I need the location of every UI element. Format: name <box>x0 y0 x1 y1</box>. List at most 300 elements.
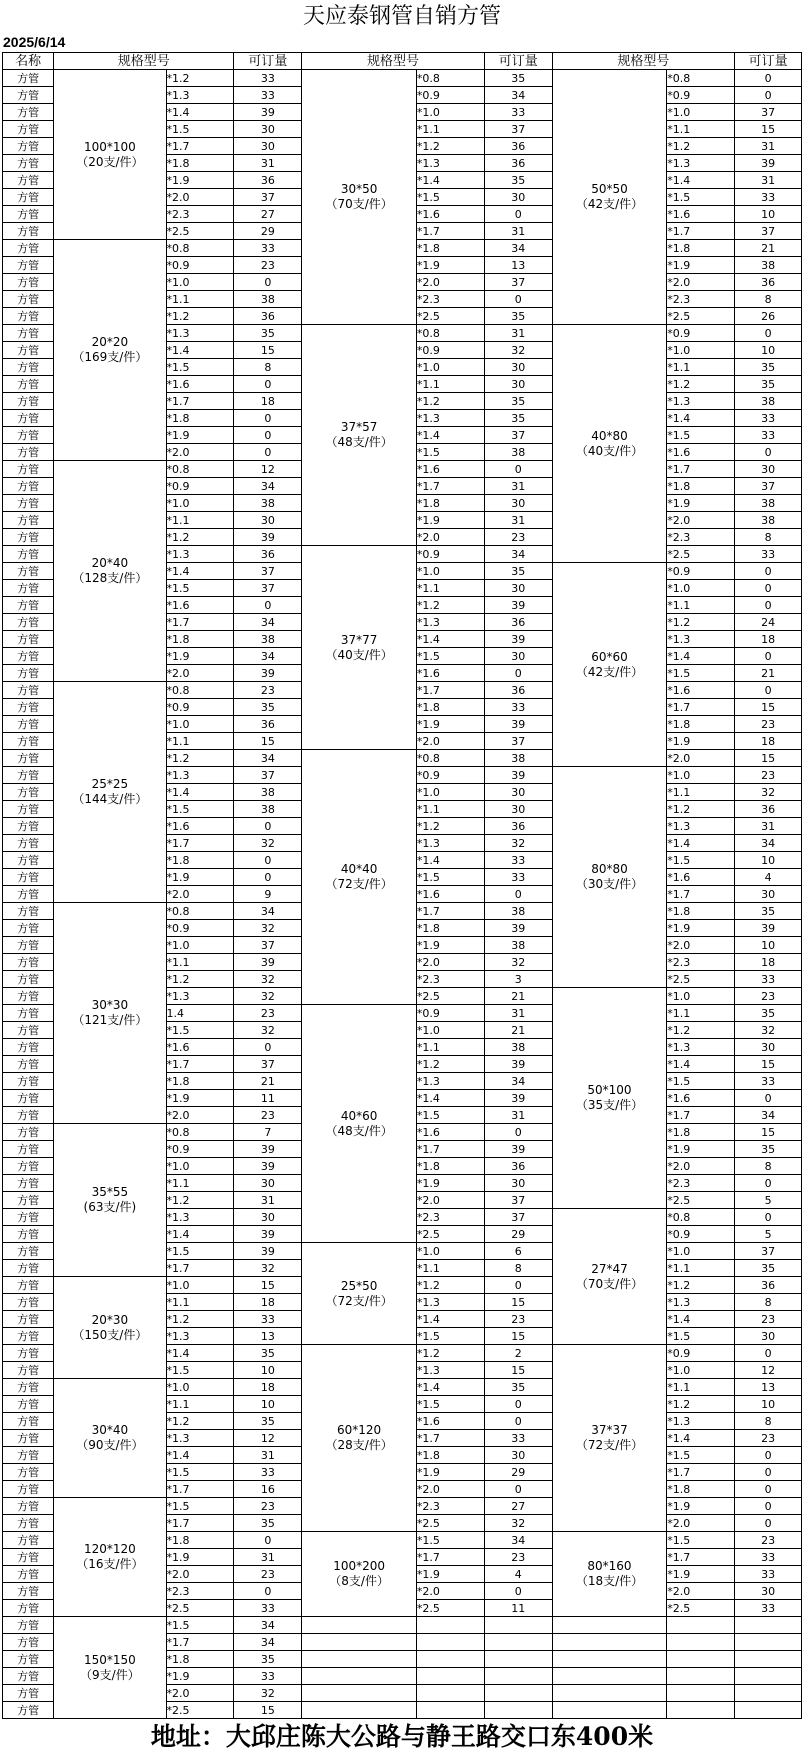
thickness: *2.3 <box>416 1209 484 1226</box>
quantity: 0 <box>234 869 302 886</box>
spec-group <box>552 325 667 563</box>
thickness: *1.7 <box>166 393 234 410</box>
thickness: *1.1 <box>667 121 735 138</box>
quantity: 35 <box>735 1141 802 1158</box>
thickness: *1.4 <box>166 1345 234 1362</box>
thickness: *1.3 <box>416 410 484 427</box>
quantity: 34 <box>484 240 552 257</box>
thickness: *1.2 <box>416 818 484 835</box>
thickness: *1.7 <box>166 1260 234 1277</box>
row-name: 方管 <box>3 444 54 461</box>
thickness: *1.1 <box>416 376 484 393</box>
quantity: 10 <box>735 1396 802 1413</box>
empty-cell <box>302 1668 417 1685</box>
quantity: 33 <box>234 1464 302 1481</box>
row-name: 方管 <box>3 342 54 359</box>
thickness: *1.1 <box>667 1260 735 1277</box>
thickness: *1.4 <box>166 1447 234 1464</box>
thickness: *1.0 <box>667 1243 735 1260</box>
thickness: *1.6 <box>416 886 484 903</box>
thickness: *1.5 <box>416 869 484 886</box>
spec-size: 100*100 <box>83 139 136 154</box>
quantity: 2 <box>484 1345 552 1362</box>
row-name: 方管 <box>3 1124 54 1141</box>
row-name: 方管 <box>3 1022 54 1039</box>
quantity: 21 <box>484 1022 552 1039</box>
quantity: 9 <box>234 886 302 903</box>
thickness: *2.5 <box>416 308 484 325</box>
row-name: 方管 <box>3 291 54 308</box>
spec-group <box>54 1124 166 1277</box>
thickness: *1.9 <box>166 427 234 444</box>
row-name: 方管 <box>3 665 54 682</box>
quantity: 38 <box>484 1039 552 1056</box>
thickness: *1.6 <box>166 597 234 614</box>
row-name: 方管 <box>3 1073 54 1090</box>
quantity: 35 <box>234 699 302 716</box>
quantity: 33 <box>735 410 802 427</box>
quantity: 30 <box>484 495 552 512</box>
spec-size: 50*100 <box>587 1083 632 1097</box>
row-name: 方管 <box>3 104 54 121</box>
thickness: *1.8 <box>166 852 234 869</box>
thickness: *0.9 <box>166 699 234 716</box>
quantity: 39 <box>735 920 802 937</box>
row-name: 方管 <box>3 1685 54 1702</box>
empty-cell <box>552 1617 667 1634</box>
thickness: *1.3 <box>667 155 735 172</box>
thickness: *1.8 <box>667 903 735 920</box>
row-name: 方管 <box>3 597 54 614</box>
thickness: *1.7 <box>166 1481 234 1498</box>
quantity: 0 <box>234 376 302 393</box>
quantity: 30 <box>484 189 552 206</box>
thickness: *1.5 <box>667 1447 735 1464</box>
spec-group <box>54 1617 166 1719</box>
quantity: 27 <box>234 206 302 223</box>
quantity: 36 <box>735 274 802 291</box>
quantity: 34 <box>234 903 302 920</box>
row-name: 方管 <box>3 325 54 342</box>
spec-size: 25*50 <box>340 1278 378 1293</box>
thickness: *0.8 <box>166 1124 234 1141</box>
spec-pack: （35支/件） <box>575 1098 644 1112</box>
empty-cell <box>302 1617 417 1634</box>
row-name: 方管 <box>3 1311 54 1328</box>
spec-group <box>54 1277 166 1379</box>
thickness: *1.9 <box>166 1668 234 1685</box>
quantity: 18 <box>234 393 302 410</box>
row-name: 方管 <box>3 1617 54 1634</box>
quantity: 8 <box>484 1260 552 1277</box>
quantity: 31 <box>484 325 552 342</box>
quantity: 23 <box>735 988 802 1005</box>
quantity: 31 <box>234 1549 302 1566</box>
quantity: 31 <box>484 1005 552 1022</box>
spec-pack: (63支/件) <box>83 1200 137 1214</box>
row-name: 方管 <box>3 903 54 920</box>
quantity: 30 <box>484 648 552 665</box>
spec-group <box>552 1209 667 1345</box>
quantity: 35 <box>484 393 552 410</box>
row-name: 方管 <box>3 1039 54 1056</box>
quantity: 0 <box>484 1277 552 1294</box>
spec-pack: （128支/件） <box>72 571 148 585</box>
thickness: *1.0 <box>166 716 234 733</box>
spec-pack: （30支/件） <box>575 877 644 891</box>
thickness: *1.9 <box>416 937 484 954</box>
spec-pack: （90支/件） <box>76 1438 144 1452</box>
thickness: *1.3 <box>667 631 735 648</box>
quantity: 37 <box>234 1056 302 1073</box>
thickness: *1.7 <box>416 1549 484 1566</box>
quantity: 0 <box>735 87 802 104</box>
quantity: 33 <box>484 869 552 886</box>
quantity: 32 <box>234 920 302 937</box>
thickness: *1.5 <box>416 1532 484 1549</box>
quantity: 34 <box>484 1073 552 1090</box>
thickness: *2.3 <box>416 291 484 308</box>
quantity: 39 <box>484 1141 552 1158</box>
spec-size: 60*60 <box>591 649 628 664</box>
quantity: 7 <box>234 1124 302 1141</box>
thickness: *2.0 <box>416 1583 484 1600</box>
empty-cell <box>667 1634 735 1651</box>
quantity: 0 <box>234 427 302 444</box>
thickness: *1.8 <box>667 478 735 495</box>
row-name: 方管 <box>3 699 54 716</box>
row-name: 方管 <box>3 1464 54 1481</box>
thickness: *0.9 <box>416 342 484 359</box>
quantity: 38 <box>234 784 302 801</box>
quantity: 33 <box>484 1430 552 1447</box>
inventory-table <box>2 52 802 1719</box>
row-name: 方管 <box>3 240 54 257</box>
quantity: 8 <box>735 529 802 546</box>
thickness: *1.4 <box>416 172 484 189</box>
thickness: *1.6 <box>166 1039 234 1056</box>
quantity: 39 <box>234 1226 302 1243</box>
thickness: *1.1 <box>667 597 735 614</box>
spec-group <box>54 1498 166 1617</box>
row-name: 方管 <box>3 512 54 529</box>
quantity: 36 <box>484 155 552 172</box>
quantity: 30 <box>735 1583 802 1600</box>
quantity: 36 <box>484 138 552 155</box>
quantity: 39 <box>234 529 302 546</box>
thickness: *1.5 <box>166 801 234 818</box>
row-name: 方管 <box>3 1583 54 1600</box>
spec-size: 20*30 <box>91 1312 129 1327</box>
quantity: 35 <box>484 410 552 427</box>
thickness: *1.1 <box>166 1175 234 1192</box>
quantity: 21 <box>735 240 802 257</box>
quantity: 23 <box>484 1549 552 1566</box>
thickness: *1.2 <box>166 1311 234 1328</box>
quantity: 33 <box>735 971 802 988</box>
row-name: 方管 <box>3 1345 54 1362</box>
quantity: 0 <box>735 1209 802 1226</box>
quantity: 6 <box>484 1243 552 1260</box>
quantity: 0 <box>484 291 552 308</box>
thickness: *1.0 <box>166 937 234 954</box>
quantity: 38 <box>735 393 802 410</box>
row-name: 方管 <box>3 1141 54 1158</box>
thickness: *1.8 <box>166 631 234 648</box>
spec-group <box>302 750 417 1005</box>
quantity: 31 <box>735 138 802 155</box>
thickness: *1.3 <box>416 835 484 852</box>
thickness: *0.9 <box>416 1005 484 1022</box>
spec-pack: （40支/件） <box>325 647 393 662</box>
spec-size: 40*40 <box>340 862 378 876</box>
quantity: 35 <box>735 376 802 393</box>
thickness: *1.7 <box>416 903 484 920</box>
thickness: *1.0 <box>416 104 484 121</box>
quantity: 35 <box>484 563 552 580</box>
row-name: 方管 <box>3 988 54 1005</box>
spec-pack: （72支/件） <box>325 877 393 891</box>
thickness: *2.0 <box>166 1685 234 1702</box>
thickness: *1.9 <box>416 257 484 274</box>
empty-cell <box>484 1634 552 1651</box>
row-name: 方管 <box>3 1294 54 1311</box>
empty-cell <box>667 1668 735 1685</box>
quantity: 37 <box>735 478 802 495</box>
row-name: 方管 <box>3 155 54 172</box>
spec-size: 30*40 <box>91 1423 129 1437</box>
thickness: *0.9 <box>416 546 484 563</box>
quantity: 38 <box>735 512 802 529</box>
thickness: *1.4 <box>667 410 735 427</box>
thickness: *1.5 <box>667 189 735 206</box>
quantity: 18 <box>234 1379 302 1396</box>
thickness: *1.6 <box>416 665 484 682</box>
spec-size: 20*40 <box>91 556 129 570</box>
spec-pack: （144支/件） <box>72 792 148 806</box>
row-name: 方管 <box>3 495 54 512</box>
row-name: 方管 <box>3 818 54 835</box>
thickness: *0.9 <box>166 478 234 495</box>
empty-cell <box>484 1668 552 1685</box>
thickness: *1.9 <box>667 1141 735 1158</box>
quantity: 0 <box>735 325 802 342</box>
spec-pack: （72支/件） <box>325 1293 393 1308</box>
thickness: *1.4 <box>667 835 735 852</box>
quantity: 31 <box>484 223 552 240</box>
quantity: 8 <box>735 1413 802 1430</box>
quantity: 15 <box>484 1328 552 1345</box>
row-name: 方管 <box>3 1226 54 1243</box>
thickness: *1.0 <box>416 359 484 376</box>
spec-size: 80*80 <box>591 862 628 876</box>
quantity: 12 <box>234 461 302 478</box>
thickness: *1.4 <box>416 1379 484 1396</box>
spec-size: 37*77 <box>340 632 378 647</box>
quantity: 10 <box>234 1396 302 1413</box>
quantity: 39 <box>484 767 552 784</box>
quantity: 10 <box>735 937 802 954</box>
spec-group <box>552 988 667 1209</box>
quantity: 31 <box>484 512 552 529</box>
quantity: 15 <box>484 1294 552 1311</box>
quantity: 36 <box>234 172 302 189</box>
thickness: *1.2 <box>166 70 234 87</box>
thickness: *1.3 <box>166 988 234 1005</box>
thickness: *1.1 <box>166 733 234 750</box>
row-name: 方管 <box>3 682 54 699</box>
thickness: *1.1 <box>667 784 735 801</box>
row-name: 方管 <box>3 954 54 971</box>
thickness: *2.0 <box>416 529 484 546</box>
thickness: *2.3 <box>667 529 735 546</box>
row-name: 方管 <box>3 1413 54 1430</box>
quantity: 23 <box>234 257 302 274</box>
quantity: 34 <box>234 614 302 631</box>
spec-group <box>302 1005 417 1243</box>
row-name: 方管 <box>3 427 54 444</box>
thickness: *2.0 <box>166 1566 234 1583</box>
thickness: *2.5 <box>667 546 735 563</box>
quantity: 36 <box>735 801 802 818</box>
row-name: 方管 <box>3 1243 54 1260</box>
thickness: *1.0 <box>416 563 484 580</box>
thickness: *1.3 <box>416 155 484 172</box>
quantity: 13 <box>735 1379 802 1396</box>
quantity: 30 <box>735 1328 802 1345</box>
spec-size: 35*55 <box>91 1185 129 1199</box>
thickness: *1.7 <box>166 1056 234 1073</box>
quantity: 8 <box>234 359 302 376</box>
quantity: 38 <box>735 257 802 274</box>
quantity: 31 <box>735 818 802 835</box>
quantity: 34 <box>234 1634 302 1651</box>
spec-pack: （8支/件） <box>329 1574 389 1588</box>
thickness: *2.5 <box>166 1600 234 1617</box>
quantity: 30 <box>735 1039 802 1056</box>
quantity: 37 <box>484 1192 552 1209</box>
thickness: *2.5 <box>416 1515 484 1532</box>
thickness: *1.5 <box>166 1498 234 1515</box>
row-name: 方管 <box>3 716 54 733</box>
thickness: *0.8 <box>166 240 234 257</box>
thickness: *1.9 <box>416 512 484 529</box>
thickness: *1.7 <box>667 886 735 903</box>
row-name: 方管 <box>3 1328 54 1345</box>
empty-cell <box>302 1702 417 1719</box>
quantity: 34 <box>234 750 302 767</box>
spec-pack: （48支/件） <box>325 1123 393 1138</box>
quantity: 11 <box>234 1090 302 1107</box>
row-name: 方管 <box>3 359 54 376</box>
quantity: 35 <box>234 1651 302 1668</box>
thickness: *1.3 <box>166 87 234 104</box>
spec-group <box>54 461 166 682</box>
thickness: *0.8 <box>416 70 484 87</box>
quantity: 0 <box>484 1124 552 1141</box>
address-footer: 地址：大邱庄陈大公路与静王路交口东400米 <box>150 1722 654 1751</box>
quantity: 15 <box>735 699 802 716</box>
quantity: 4 <box>735 869 802 886</box>
quantity: 29 <box>484 1464 552 1481</box>
thickness: *2.3 <box>416 971 484 988</box>
row-name: 方管 <box>3 920 54 937</box>
header-spec-2: 规格型号 <box>302 53 485 70</box>
quantity: 39 <box>234 104 302 121</box>
spec-size: 40*80 <box>591 428 628 443</box>
quantity: 0 <box>735 597 802 614</box>
empty-cell <box>667 1685 735 1702</box>
thickness: *0.9 <box>166 920 234 937</box>
thickness: *1.1 <box>416 580 484 597</box>
thickness: *2.5 <box>166 223 234 240</box>
quantity: 30 <box>484 376 552 393</box>
report-date: 2025/6/14 <box>3 34 66 50</box>
thickness: *2.0 <box>667 1158 735 1175</box>
quantity: 33 <box>234 87 302 104</box>
quantity: 31 <box>484 1107 552 1124</box>
quantity: 30 <box>484 1175 552 1192</box>
thickness: *2.3 <box>416 1498 484 1515</box>
quantity: 39 <box>484 631 552 648</box>
thickness: *1.6 <box>667 206 735 223</box>
thickness: *2.3 <box>166 206 234 223</box>
quantity: 32 <box>484 1515 552 1532</box>
quantity: 33 <box>484 699 552 716</box>
row-name: 方管 <box>3 1447 54 1464</box>
thickness: *1.9 <box>667 257 735 274</box>
quantity: 18 <box>735 954 802 971</box>
row-name: 方管 <box>3 1362 54 1379</box>
quantity: 23 <box>234 1005 302 1022</box>
row-name: 方管 <box>3 1158 54 1175</box>
thickness: *2.3 <box>667 1175 735 1192</box>
quantity: 35 <box>484 1379 552 1396</box>
thickness: *1.5 <box>166 1464 234 1481</box>
thickness: *0.8 <box>416 750 484 767</box>
thickness: *2.3 <box>667 954 735 971</box>
quantity: 30 <box>484 784 552 801</box>
thickness: *2.0 <box>166 665 234 682</box>
row-name: 方管 <box>3 1379 54 1396</box>
empty-cell <box>552 1634 667 1651</box>
row-name: 方管 <box>3 563 54 580</box>
quantity: 30 <box>234 512 302 529</box>
thickness: *2.3 <box>166 1583 234 1600</box>
thickness: *1.9 <box>667 495 735 512</box>
quantity: 8 <box>735 291 802 308</box>
thickness: *1.8 <box>166 155 234 172</box>
thickness: *0.9 <box>667 1345 735 1362</box>
quantity: 35 <box>234 325 302 342</box>
quantity: 0 <box>484 1413 552 1430</box>
quantity: 31 <box>234 1192 302 1209</box>
quantity: 30 <box>735 461 802 478</box>
empty-cell <box>416 1634 484 1651</box>
quantity: 37 <box>234 937 302 954</box>
quantity: 36 <box>484 1158 552 1175</box>
quantity: 39 <box>234 1243 302 1260</box>
thickness: *1.2 <box>416 1277 484 1294</box>
empty-cell <box>484 1617 552 1634</box>
quantity: 35 <box>484 308 552 325</box>
thickness: *1.9 <box>416 716 484 733</box>
empty-cell <box>302 1651 417 1668</box>
thickness: *1.3 <box>667 393 735 410</box>
thickness: *1.2 <box>416 1345 484 1362</box>
thickness: *1.3 <box>166 1430 234 1447</box>
quantity: 37 <box>234 580 302 597</box>
